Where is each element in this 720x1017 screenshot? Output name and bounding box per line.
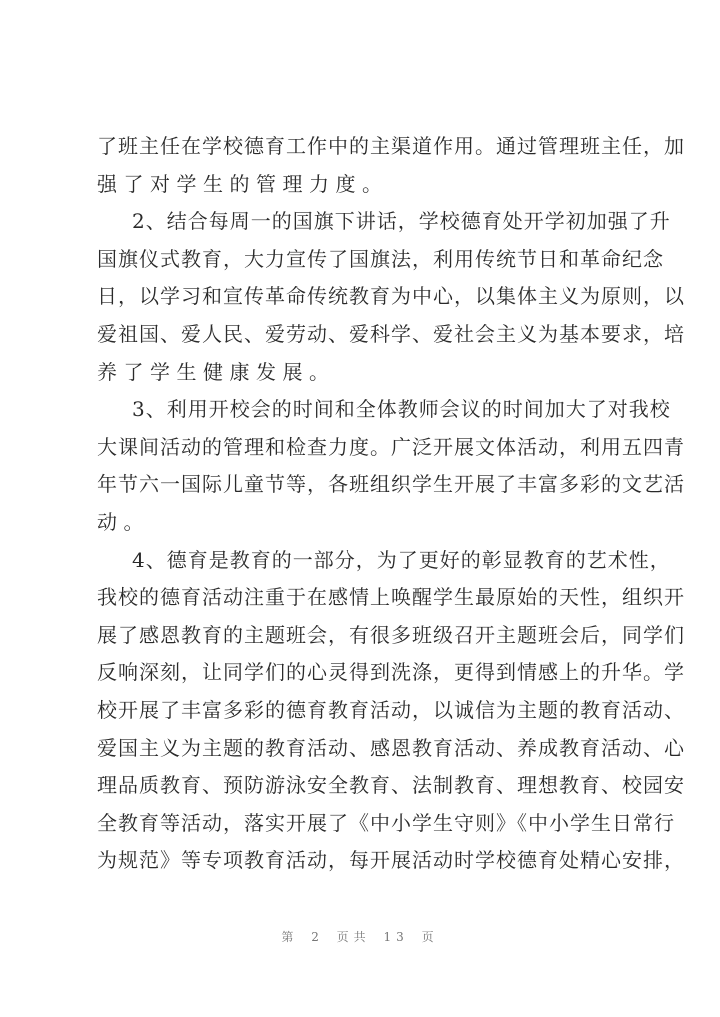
text-line: 展了感恩教育的主题班会，有很多班级召开主题班会后，同学们 [97, 622, 685, 647]
text-line: 反响深刻，让同学们的心灵得到洗涤，更得到情感上的升华。学 [97, 660, 685, 685]
text-line: 国旗仪式教育，大力宣传了国旗法，利用传统节日和革命纪念 [97, 246, 664, 271]
text-line: 爱国主义为主题的教育活动、感恩教育活动、养成教育活动、心 [97, 735, 685, 760]
text-line: 日，以学习和宣传革命传统教育为中心，以集体主义为原则，以 [97, 284, 685, 309]
text-line: 4、德育是教育的一部分，为了更好的彰显教育的艺术性， [132, 547, 671, 572]
text-line: 校开展了丰富多彩的德育教育活动，以诚信为主题的教育活动、 [97, 697, 685, 722]
text-line: 养了学生健康发展。 [97, 359, 336, 384]
text-line: 大课间活动的管理和检查力度。广泛开展文体活动，利用五四青 [97, 434, 685, 459]
text-line: 2、结合每周一的国旗下讲话，学校德育处开学初加强了升 [132, 209, 671, 234]
text-line: 动。 [97, 509, 150, 534]
text-line: 为规范》等专项教育活动，每开展活动时学校德育处精心安排， [97, 848, 685, 873]
text-line: 我校的德育活动注重于在感情上唤醒学生最原始的天性，组织开 [97, 585, 685, 610]
document-body [97, 128, 685, 880]
text-line: 全教育等活动，落实开展了《中小学生守则》《中小学生日常行 [97, 810, 675, 835]
paragraph [97, 128, 685, 203]
text-line: 3、利用开校会的时间和全体教师会议的时间加大了对我校 [132, 397, 671, 422]
paragraph [97, 391, 685, 541]
text-line: 爱祖国、爱人民、爱劳动、爱科学、爱社会主义为基本要求，培 [97, 321, 685, 346]
text-line: 理品质教育、预防游泳安全教育、法制教育、理想教育、校园安 [97, 773, 685, 798]
text-line: 年节六一国际儿童节等，各班组织学生开展了丰富多彩的文艺活 [97, 472, 685, 497]
paragraph [97, 542, 685, 880]
text-line: 了班主任在学校德育工作中的主渠道作用。通过管理班主任，加 [97, 134, 685, 158]
text-line: 强了对学生的管理力度。 [97, 171, 389, 196]
page-number-footer: 第 2 页共 13 页 [281, 930, 439, 944]
paragraph [97, 203, 685, 391]
